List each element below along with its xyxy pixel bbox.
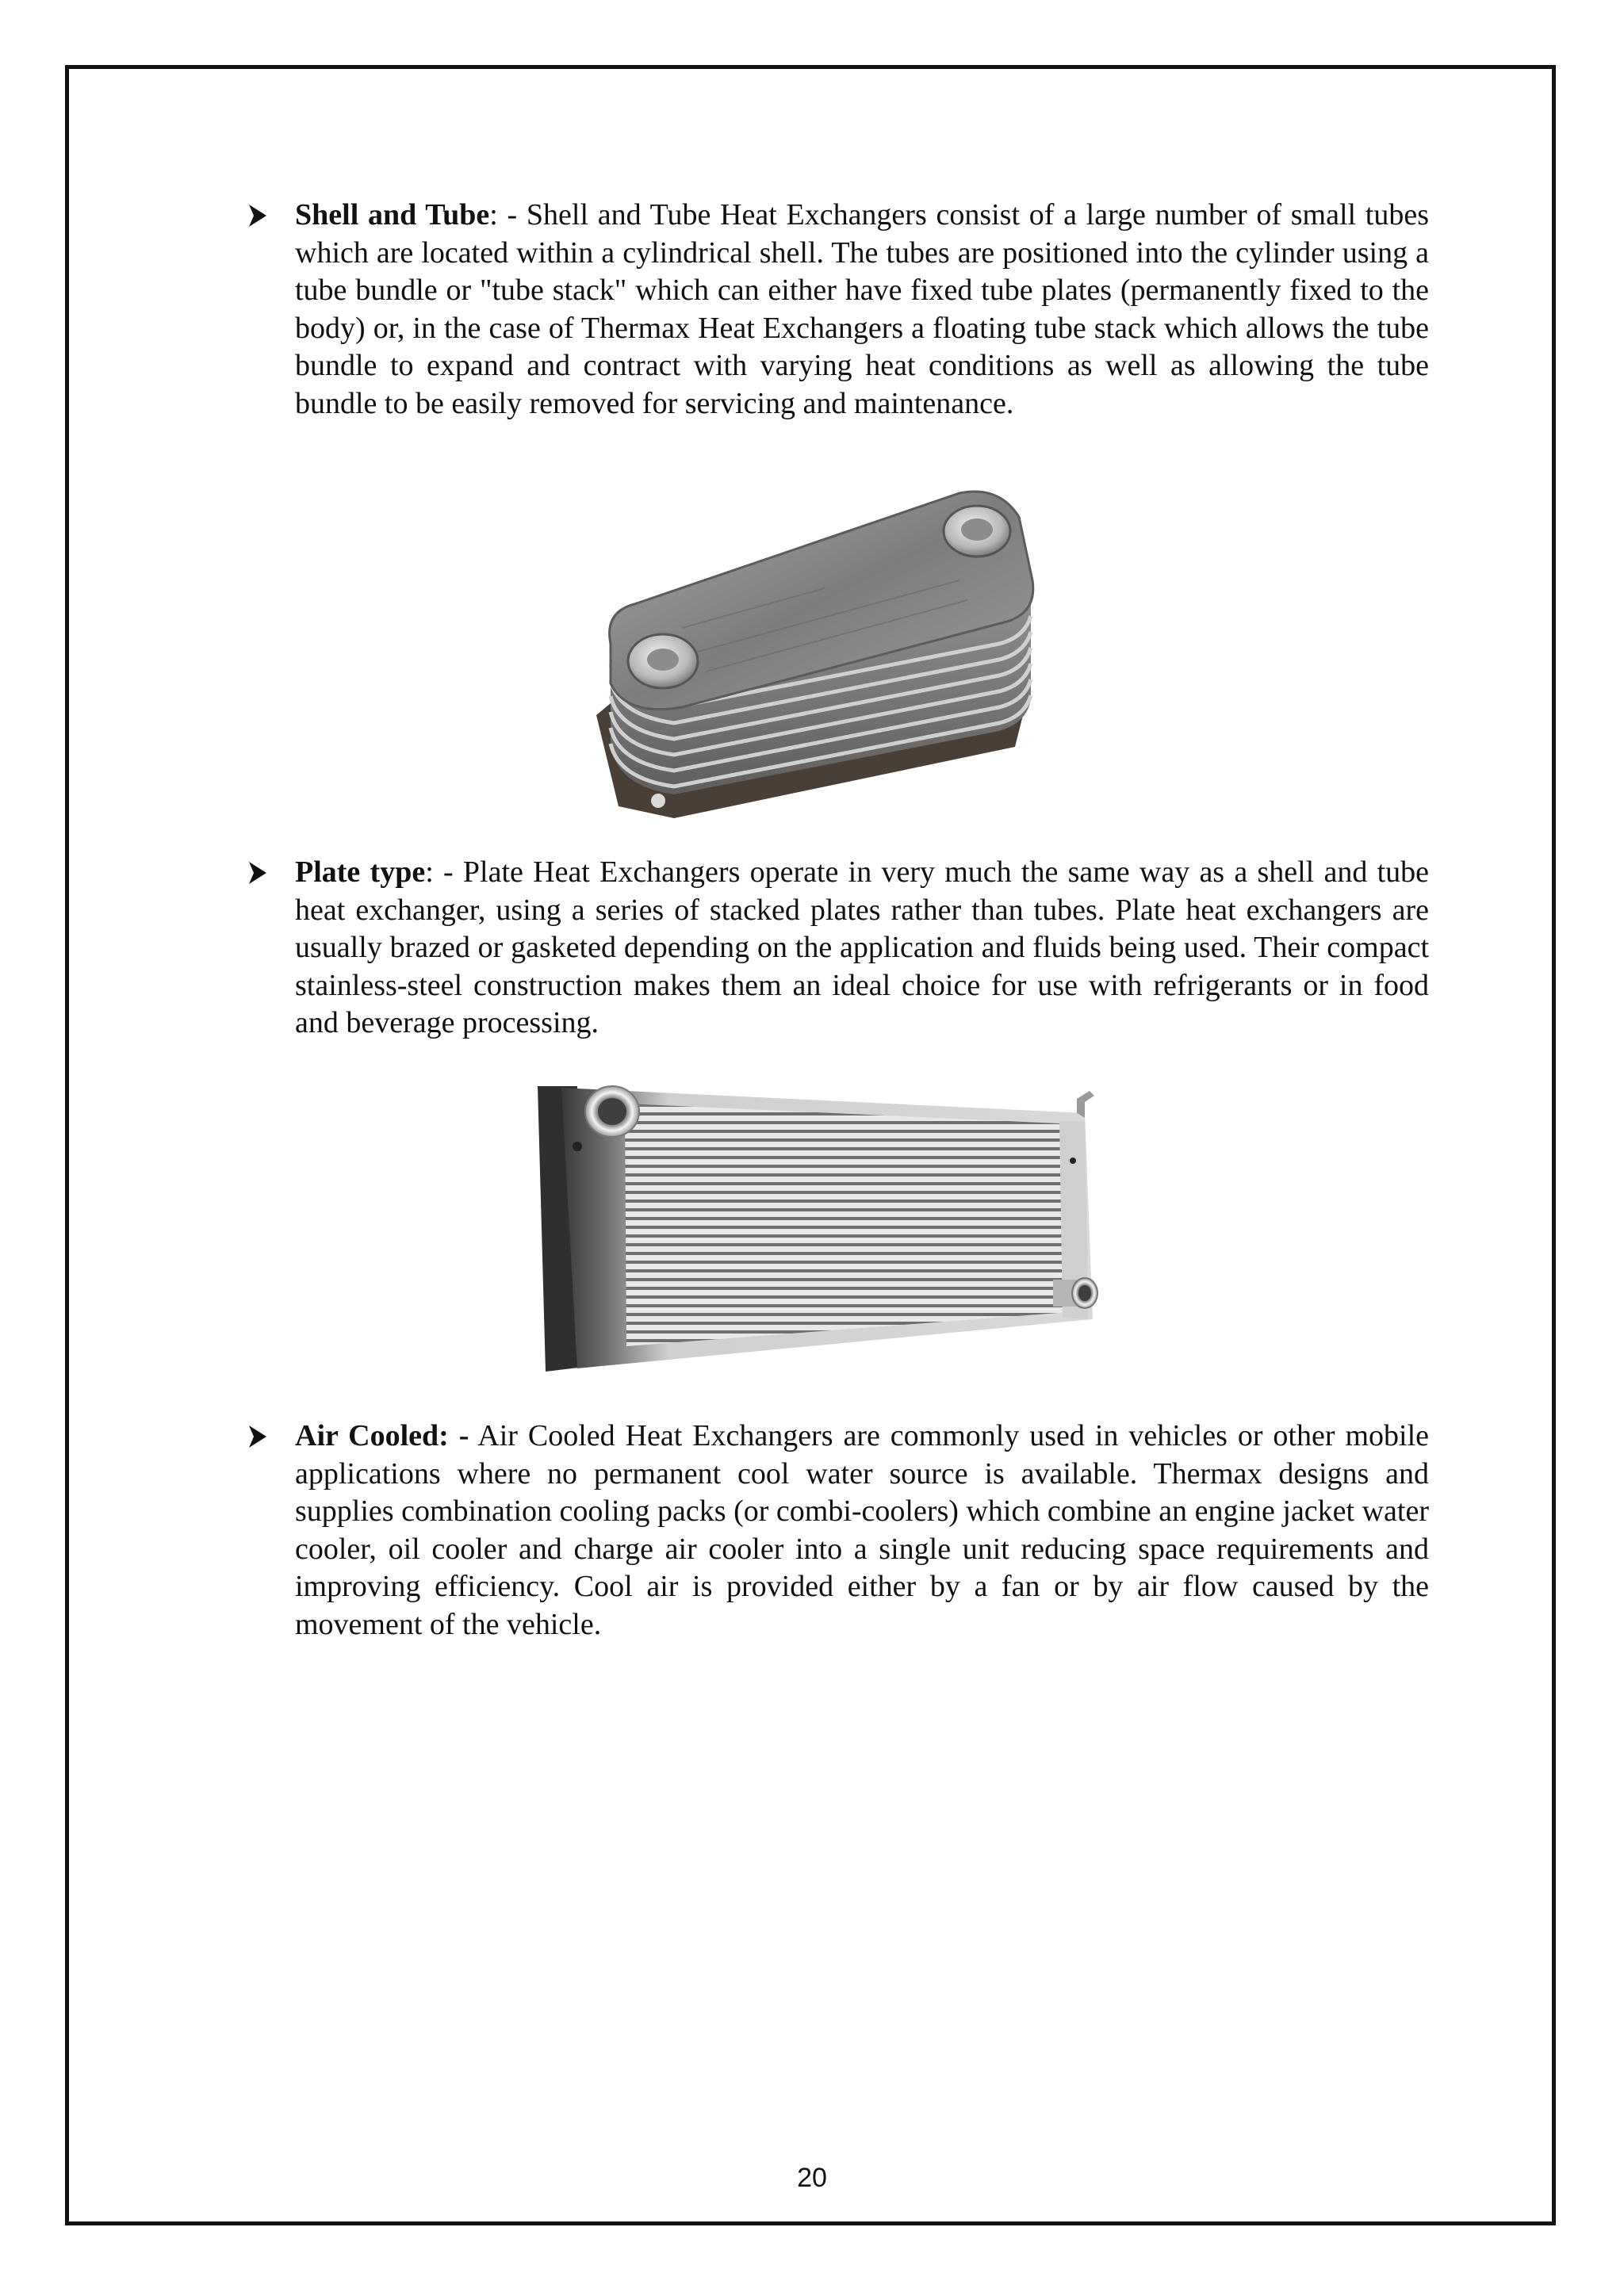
section-title-suffix [469, 1419, 477, 1452]
arrow-bullet-icon [247, 860, 268, 886]
section-title: Plate type [295, 855, 426, 889]
section-title: Shell and Tube [295, 198, 490, 232]
section-title: Air Cooled: - [295, 1419, 469, 1452]
arrow-bullet-icon [247, 203, 268, 228]
section-plate-type [295, 854, 1429, 1043]
arrow-bullet-icon [247, 1424, 268, 1449]
section-body: Shell and Tube Heat Exchangers consist of a large number of small tubes which are located within a cylindrical shell. The tubes are positioned into the cylinder using a tube bundle or "tube stack" which can either have fixed tube plates (permanently fixed to the body) or, in the case of Thermax Heat Exchangers a floating tube stack which allows the tube bundle to expand and contract with varying heat conditions as well as allowing the tube bundle to be easily removed for servicing and maintenance. [295, 198, 1430, 420]
section-title-suffix: : - [489, 198, 527, 232]
section-body: Air Cooled Heat Exchangers are commonly used in vehicles or other mobile applications where no permanent cool water source is available. Thermax designs and supplies combination cooling packs (or combi-coolers) which combine an engine jacket water cooler, oil cooler and charge air cooler into a single unit reducing space requirements and improving efficiency. Cool air is provided either by a fan or by air flow caused by the movement of the vehicle. [295, 1419, 1429, 1641]
section-air-cooled [295, 1418, 1429, 1644]
section-title-suffix: : - [425, 855, 463, 889]
section-shell-and-tube [295, 197, 1429, 423]
page-number: 20 [797, 2163, 827, 2193]
section-body: Plate Heat Exchangers operate in very much the same way as a shell and tube heat exchanger, using a series of stacked plates rather than tubes. Plate heat exchangers are usually brazed or gasketed depending on the application and fluids being used. Their compact stainless-steel construction makes them an ideal choice for use with refrigerants or in food and beverage processing. [295, 855, 1429, 1039]
air-cooled-radiator-photo [530, 1081, 1101, 1375]
plate-heat-exchanger-photo [587, 485, 1039, 834]
